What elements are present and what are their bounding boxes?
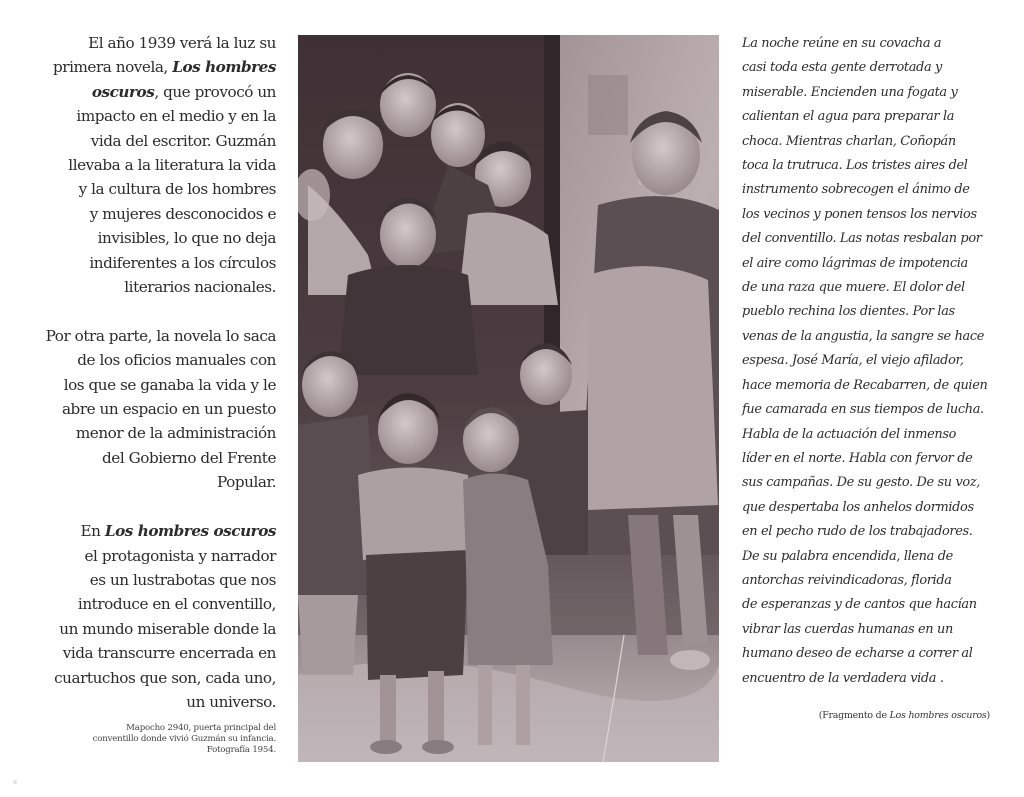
text-fragment: primera novela, [52,58,173,77]
text-line: Popular. [217,473,276,492]
text-line: vida transcurre encerrada en [62,644,276,663]
text-line: introduce en el conventillo, [77,595,276,614]
excerpt-line: encuentro de la verdadera vida . [742,670,944,686]
excerpt-line: en el pecho rudo de los trabajadores. [742,524,973,540]
caption-line: Mapocho 2940, puerta principal del [126,723,276,733]
excerpt-line: hace memoria de Recabarren, de quien [742,377,988,393]
left-text-column [28,31,276,714]
excerpt-line: los vecinos y ponen tensos los nervios [742,206,977,222]
scan-speck [13,780,17,784]
text-line: el protagonista y narrador [84,546,276,565]
excerpt-line: La noche reúne en su covacha a [742,36,942,51]
excerpt-line: de una raza que muere. El dolor del [742,280,965,296]
text-line: impacto en el medio y en la [76,107,276,126]
excerpt-line: el aire como lágrimas de impotencia [742,255,968,271]
paragraph-novel-summary [28,519,276,714]
text-line: es un lustrabotas que nos [89,570,276,589]
excerpt-line: miserable. Encienden una fogata y [742,84,958,100]
photo-caption [30,723,276,756]
excerpt-line: casi toda esta gente derrotada y [742,60,942,76]
excerpt-line: De su palabra encendida, llena de [742,548,953,564]
text-line: del Gobierno del Frente [102,448,276,467]
excerpt-line: venas de la angustia, la sangre se hace [742,328,985,344]
excerpt-line: pueblo rechina los dientes. Por las [742,304,955,320]
excerpt-line: humano deseo de echarse a correr al [742,646,973,662]
excerpt-line: de esperanzas y de cantos que hacían [742,597,977,613]
excerpt-line: calientan el agua para preparar la [742,109,955,125]
novel-title-emphasis: Los hombres [172,58,276,77]
photo-illustration [298,35,719,762]
paragraph-administration-job [28,324,276,495]
novel-title-emphasis: Los hombres oscuros [104,522,276,541]
conventillo-group-photo [298,35,719,762]
excerpt-line: espesa. José María, el viejo afilador, [742,353,964,369]
text-line: invisibles, lo que no deja [97,229,276,248]
text-line: Por otra parte, la novela lo saca [45,326,276,345]
novel-title-emphasis: oscuros [91,82,155,101]
text-line: un universo. [186,692,276,711]
source-suffix: ) [986,710,990,721]
text-fragment: En [80,522,105,541]
excerpt-line: que despertaba los anhelos dormidos [742,499,974,515]
excerpt-line: líder en el norte. Habla con fervor de [742,450,973,466]
text-line: de los oficios manuales con [77,351,276,370]
text-line: llevaba a la literatura la vida [68,156,276,175]
caption-line: Fotografía 1954. [206,745,276,755]
excerpt-line: vibrar las cuerdas humanas en un [742,621,953,637]
text-line [28,80,276,104]
source-prefix: (Fragmento de [818,710,890,721]
text-line: los que se ganaba la vida y le [63,375,276,394]
text-line: menor de la administración [75,424,276,443]
excerpt-line: sus campañas. De su gesto. De su voz, [742,475,981,491]
text-line: abre un espacio en un puesto [61,400,276,419]
paragraph-debut-novel [28,31,276,299]
text-line: un mundo miserable donde la [59,619,276,638]
source-title: Los hombres oscuros [889,710,987,721]
text-line: y la cultura de los hombres [78,180,276,199]
text-line: El año 1939 verá la luz su [88,34,276,52]
novel-excerpt [742,32,1004,691]
text-line: y mujeres desconocidos e [89,204,276,223]
excerpt-line: del conventillo. Las notas resbalan por [742,231,982,247]
caption-line: conventillo donde vivió Guzmán su infancia. [92,734,276,744]
excerpt-source [742,710,990,722]
text-line: indiferentes a los círculos [89,253,276,272]
excerpt-line: instrumento sobrecogen el ánimo de [742,182,970,198]
text-fragment: , que provocó un [154,82,276,101]
text-line: cuartuchos que son, cada uno, [54,668,276,687]
excerpt-line: Habla de la actuación del inmenso [742,426,957,442]
text-line [28,55,276,79]
excerpt-line: fue camarada en sus tiempos de lucha. [742,402,984,418]
text-line: vida del escritor. Guzmán [90,131,276,150]
excerpt-line: antorchas reivindicadoras, florida [742,572,952,588]
excerpt-line: choca. Mientras charlan, Coñopán [742,133,956,149]
text-line: literarios nacionales. [124,278,276,297]
excerpt-line: toca la trutruca. Los tristes aires del [742,158,968,174]
text-line [28,519,276,543]
